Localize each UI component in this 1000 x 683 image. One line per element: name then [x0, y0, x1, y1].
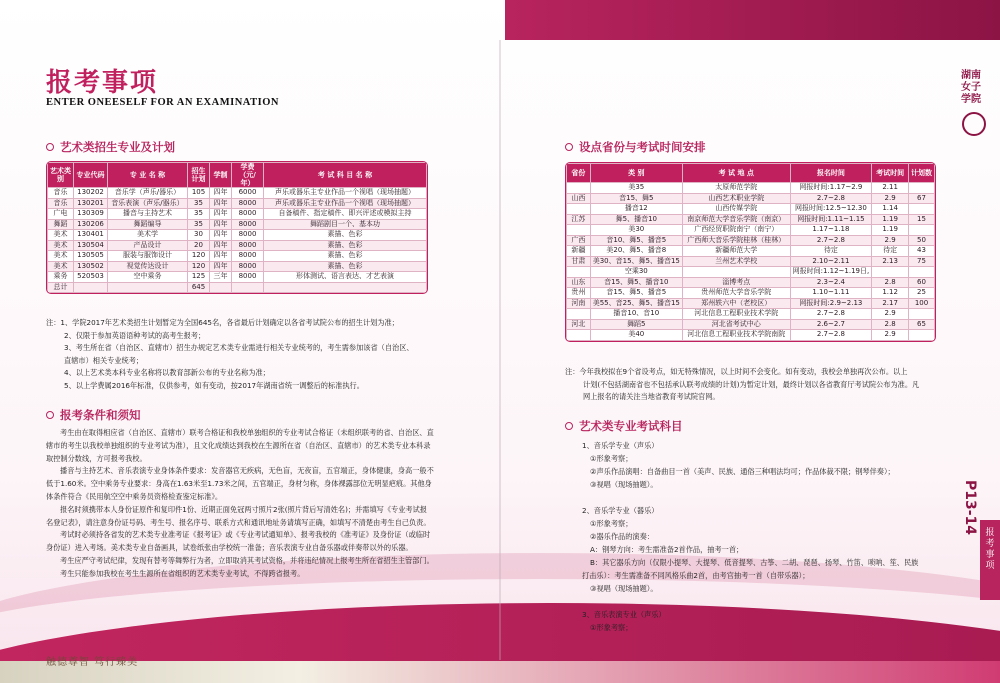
- exam-line: 打击乐）：考生需准备不同风格乐曲2首，由考官抽考一首（自带乐器）；: [582, 571, 810, 580]
- exam-line: 1、音乐学专业（声乐）: [582, 441, 659, 450]
- table-cell: 2.7~2.8: [790, 330, 872, 341]
- table-cell: 1.14: [872, 204, 909, 215]
- table-row: [567, 277, 935, 288]
- table-cell: 2.7~2.8: [790, 193, 872, 204]
- table-cell: 素描、色彩: [264, 251, 427, 262]
- exam-subjects-list: [582, 439, 918, 634]
- table-cell: 自备稿件、指定稿件、即兴评述或模拟主持: [264, 209, 427, 220]
- table-cell: 视觉传达设计: [108, 261, 188, 272]
- table-cell: 声乐或器乐主专业作品一个视唱（现场抽题）: [264, 188, 427, 199]
- table-cell: [909, 204, 935, 215]
- table-cell: 75: [909, 256, 935, 267]
- table-cell: 产品设计: [108, 240, 188, 251]
- table-cell: 120: [188, 261, 210, 272]
- table-cell: 音15、舞5: [590, 193, 682, 204]
- table-cell: 8000: [232, 209, 264, 220]
- table-cell: 美35: [590, 183, 682, 194]
- bullet-icon: [46, 143, 54, 151]
- table-row: [48, 251, 427, 262]
- table-header-cell: 艺术类别: [48, 163, 74, 188]
- table-header-cell: 专业代码: [74, 163, 108, 188]
- note-line: 4、以上艺术类本科专业名称将以教育部新公布的专业名称为准；: [64, 368, 270, 377]
- table-cell: 美30: [590, 225, 682, 236]
- table-cell: 四年: [210, 209, 232, 220]
- table-cell: 乘务: [48, 272, 74, 283]
- condition-paragraph: 报名时须携带本人身份证原件和复印件1份、近期正面免冠两寸照片2张(照片背后写清姓名)；并需填写《专业考试报名登记表》，请注意身份证号码、考生号、报名序号、联系方式和通讯地址务请填写正确，如填写不清楚由考生自己负责。: [46, 504, 431, 527]
- table-row: [567, 267, 935, 278]
- table-cell: 8000: [232, 198, 264, 209]
- majors-table: [47, 162, 427, 293]
- table-cell: 山西传媒学院: [682, 204, 790, 215]
- exam-line: 2、音乐学专业（器乐）: [582, 506, 659, 515]
- table-cell: 130201: [74, 198, 108, 209]
- table-row: [48, 272, 427, 283]
- table-row: [567, 246, 935, 257]
- motto: 触德尊智 笃行臻美: [46, 657, 139, 668]
- table-cell: 南京师范大学音乐学院（南京）: [682, 214, 790, 225]
- table-cell: 四年: [210, 219, 232, 230]
- table-row: [567, 330, 935, 341]
- table-cell: 8000: [232, 251, 264, 262]
- table-cell: 2.8: [872, 277, 909, 288]
- locations-table: [566, 163, 935, 341]
- table-row: [567, 319, 935, 330]
- table-cell: 8000: [232, 219, 264, 230]
- table-cell: 8000: [232, 272, 264, 283]
- note-line: 注：今年我校拟在9个省设考点，如无特殊情况，以上时间不会变化。如有变动，我校会单独再次公布。以上: [565, 367, 908, 376]
- table-cell: 网报时间:1.17~2.9: [790, 183, 872, 194]
- table-cell: 江苏: [567, 214, 591, 225]
- table-cell: 30: [188, 230, 210, 241]
- condition-paragraph: 考试时必须持各省发的艺术类专业准考证《报考证》或《专业考试通知单》、报考我校的《准考证》及身份证（或临时身份证）进入考场。美术类专业自备画具，试卷纸张由学校统一准备；音乐表演专业自备乐器或伴奏带以外的乐器。: [46, 530, 431, 553]
- table-cell: 网报时间:1.11~1.15: [790, 214, 872, 225]
- table-cell: 35: [188, 219, 210, 230]
- table-cell: 130206: [74, 219, 108, 230]
- table-cell: 舞蹈编导: [108, 219, 188, 230]
- table-cell: 60: [909, 277, 935, 288]
- exam-line: ②器乐作品的演奏：: [590, 532, 654, 541]
- table-cell: 素描、色彩: [264, 240, 427, 251]
- table-cell: [909, 267, 935, 278]
- note-line: 注：1、学院2017年艺术类招生计划暂定为全国645名，各省最后计划确定以各省考试院公布的招生计划为准；: [46, 318, 399, 327]
- majors-notes: [46, 317, 414, 392]
- table-cell: 山东: [567, 277, 591, 288]
- table-cell: 35: [188, 209, 210, 220]
- table-row: [567, 309, 935, 320]
- table-cell: 待定: [790, 246, 872, 257]
- table-cell: 美术学: [108, 230, 188, 241]
- table-cell: 2.6~2.7: [790, 319, 872, 330]
- table-cell: 播音12: [590, 204, 682, 215]
- table-row: [567, 193, 935, 204]
- bottom-strip: [0, 661, 1000, 683]
- table-row: [567, 235, 935, 246]
- table-cell: 2.7~2.8: [790, 235, 872, 246]
- note-line: 3、考生所在省（自治区、直辖市）招生办规定艺术类专业需进行相关专业统考的，考生需参加该省（自治区、: [64, 343, 414, 352]
- table-cell: 素描、色彩: [264, 261, 427, 272]
- table-cell: 美术: [48, 251, 74, 262]
- table-cell: 服装与服饰设计: [108, 251, 188, 262]
- locations-note: [565, 366, 919, 404]
- table-row: [567, 214, 935, 225]
- conditions-text: [46, 427, 434, 581]
- note-line: 2、仅限于参加英语语种考试的高考生报考；: [64, 330, 206, 340]
- table-cell: [909, 309, 935, 320]
- table-cell: 35: [188, 198, 210, 209]
- exam-line: 3、音乐表演专业（声乐）: [582, 610, 666, 619]
- condition-paragraph: 考生应严守考试纪律，发现有替考等舞弊行为者，立即取消其考试资格，并将违纪情况上报考生所在省招生主管部门。: [60, 555, 434, 565]
- table-cell: 音15、舞5、播音10: [590, 277, 682, 288]
- table-cell: 舞5、播音10: [590, 214, 682, 225]
- table-cell: 130505: [74, 251, 108, 262]
- table-cell: 网报时间:2.9~2.13: [790, 298, 872, 309]
- table-header-cell: 专 业 名 称: [108, 163, 188, 188]
- table-cell: 舞蹈5: [590, 319, 682, 330]
- note-line: 计划(不包括湖南省也不包括承认联考成绩的计划)为暂定计划，最终计划以各省教育厅考试院公布为准。凡: [583, 379, 920, 389]
- table-cell: [108, 282, 188, 293]
- table-cell: 总计: [48, 282, 74, 293]
- table-cell: 音乐学（声乐/器乐）: [108, 188, 188, 199]
- table-row: [48, 198, 427, 209]
- table-cell: [567, 309, 591, 320]
- table-header-cell: 计划数: [909, 164, 935, 183]
- table-row: [48, 282, 427, 293]
- table-header-cell: 省份: [567, 164, 591, 183]
- table-header-cell: 招生计划: [188, 163, 210, 188]
- exam-line: A：钢琴方向：考生需准备2首作品，抽考一首；: [590, 545, 744, 554]
- table-cell: 43: [909, 246, 935, 257]
- table-cell: 声乐或器乐主专业作品一个视唱（现场抽题）: [264, 198, 427, 209]
- table-cell: [567, 330, 591, 341]
- seal-icon: [962, 112, 986, 136]
- bullet-icon: [565, 143, 573, 151]
- table-cell: 淄博考点: [682, 277, 790, 288]
- table-cell: [567, 267, 591, 278]
- exam-line: [582, 491, 918, 504]
- table-cell: 四年: [210, 188, 232, 199]
- table-cell: 130202: [74, 188, 108, 199]
- table-cell: 2.13: [872, 256, 909, 267]
- table-cell: 2.9: [872, 193, 909, 204]
- table-cell: 新疆师范大学: [682, 246, 790, 257]
- note-line: 网上报名的请关注当地省教育考试院官网。: [583, 392, 720, 401]
- table-cell: 广电: [48, 209, 74, 220]
- table-cell: 音乐: [48, 188, 74, 199]
- table-row: [48, 261, 427, 272]
- table-row: [567, 204, 935, 215]
- section-heading-conditions: 报考条件和须知: [46, 407, 141, 423]
- table-header-cell: 考 试 地 点: [682, 164, 790, 183]
- note-line: 5、以上学费属2016年标准，仅供参考，如有变动，按2017年湖南省统一调整后的标准执行。: [64, 380, 364, 390]
- table-cell: 待定: [872, 246, 909, 257]
- table-cell: 广西: [567, 235, 591, 246]
- table-cell: 8000: [232, 261, 264, 272]
- table-header-cell: 类 别: [590, 164, 682, 183]
- exam-line: ③视唱（现场抽题）。: [590, 480, 658, 489]
- table-cell: 四年: [210, 198, 232, 209]
- table-cell: 素描、色彩: [264, 230, 427, 241]
- table-cell: 形体测试、语言表达、才艺表演: [264, 272, 427, 283]
- page-title: 报考事项: [46, 68, 159, 98]
- table-cell: 130504: [74, 240, 108, 251]
- page-number: P13-14: [962, 479, 978, 535]
- exam-line: [582, 595, 918, 608]
- table-cell: 四年: [210, 230, 232, 241]
- table-cell: 舞蹈: [48, 219, 74, 230]
- table-cell: 50: [909, 235, 935, 246]
- majors-table-box: [46, 161, 428, 294]
- table-cell: [567, 204, 591, 215]
- table-cell: 15: [909, 214, 935, 225]
- table-cell: 美40: [590, 330, 682, 341]
- table-row: [48, 209, 427, 220]
- table-cell: 舞蹈剧目一个、基本功: [264, 219, 427, 230]
- table-cell: [210, 282, 232, 293]
- college-logo: 湖南女子学院: [961, 70, 981, 105]
- table-cell: 65: [909, 319, 935, 330]
- table-cell: 四年: [210, 251, 232, 262]
- table-cell: [264, 282, 427, 293]
- table-cell: 四年: [210, 240, 232, 251]
- table-cell: 1.10~1.11: [790, 288, 872, 299]
- table-cell: 美20、舞5、播音8: [590, 246, 682, 257]
- table-cell: 67: [909, 193, 935, 204]
- exam-line: ③视唱（现场抽题）。: [590, 584, 658, 593]
- table-row: [567, 183, 935, 194]
- table-cell: 山西: [567, 193, 591, 204]
- table-cell: 645: [188, 282, 210, 293]
- table-row: [567, 256, 935, 267]
- table-cell: 空乘30: [590, 267, 682, 278]
- table-cell: [232, 282, 264, 293]
- table-cell: 20: [188, 240, 210, 251]
- table-cell: 甘肃: [567, 256, 591, 267]
- table-header-cell: 学费（元/年）: [232, 163, 264, 188]
- page-subtitle: ENTER ONEESELF FOR AN EXAMINATION: [46, 97, 279, 108]
- table-cell: 贵州师范大学音乐学院: [682, 288, 790, 299]
- table-cell: 三年: [210, 272, 232, 283]
- table-cell: 6000: [232, 188, 264, 199]
- table-cell: 美术: [48, 240, 74, 251]
- table-cell: [909, 225, 935, 236]
- table-row: [48, 230, 427, 241]
- table-cell: 空中乘务: [108, 272, 188, 283]
- table-cell: 520503: [74, 272, 108, 283]
- section-heading-exam-subjects: 艺术类专业考试科目: [565, 418, 683, 434]
- section-heading-majors: 艺术类招生专业及计划: [46, 139, 175, 155]
- page-spine: [499, 40, 501, 660]
- table-header-cell: 考 试 科 目 名 称: [264, 163, 427, 188]
- table-cell: 120: [188, 251, 210, 262]
- table-cell: 太原师范学院: [682, 183, 790, 194]
- side-tab-label: 报考事项: [985, 528, 995, 571]
- table-cell: 美55、音25、舞5、播音15: [590, 298, 682, 309]
- table-cell: 130309: [74, 209, 108, 220]
- top-band: [505, 0, 1000, 40]
- table-cell: 2.9: [872, 309, 909, 320]
- exam-line: ①形象考察；: [590, 623, 633, 632]
- table-cell: 河南: [567, 298, 591, 309]
- table-cell: 网报时间:12.5~12.30: [790, 204, 872, 215]
- table-cell: 25: [909, 288, 935, 299]
- note-line: 直辖市）相关专业统考；: [64, 355, 144, 365]
- table-cell: 音乐表演（声乐/器乐）: [108, 198, 188, 209]
- table-row: [48, 219, 427, 230]
- table-cell: 1.19: [872, 214, 909, 225]
- table-header-cell: 考试时间: [872, 164, 909, 183]
- table-cell: 8000: [232, 230, 264, 241]
- bullet-icon: [46, 411, 54, 419]
- table-cell: 2.9: [872, 235, 909, 246]
- bullet-icon: [565, 422, 573, 430]
- table-cell: 播音与主持艺术: [108, 209, 188, 220]
- table-header-cell: 报名时间: [790, 164, 872, 183]
- table-cell: [567, 183, 591, 194]
- table-cell: 山西艺术职业学院: [682, 193, 790, 204]
- table-cell: 2.8: [872, 319, 909, 330]
- table-cell: 音15、舞5、播音5: [590, 288, 682, 299]
- table-header-cell: 学制: [210, 163, 232, 188]
- table-row: [567, 288, 935, 299]
- table-cell: 130401: [74, 230, 108, 241]
- table-row: [567, 298, 935, 309]
- table-cell: 2.3~2.4: [790, 277, 872, 288]
- table-cell: 美术: [48, 230, 74, 241]
- table-cell: 1.19: [872, 225, 909, 236]
- table-cell: [909, 330, 935, 341]
- table-row: [48, 188, 427, 199]
- table-cell: 兰州艺术学校: [682, 256, 790, 267]
- table-cell: 新疆: [567, 246, 591, 257]
- table-cell: 河北信息工程职业技术学院: [682, 309, 790, 320]
- table-cell: 四年: [210, 261, 232, 272]
- table-cell: 125: [188, 272, 210, 283]
- section-heading-locations: 设点省份与考试时间安排: [565, 139, 706, 155]
- table-cell: 2.10~2.11: [790, 256, 872, 267]
- table-cell: 2.7~2.8: [790, 309, 872, 320]
- table-cell: 105: [188, 188, 210, 199]
- table-cell: 2.17: [872, 298, 909, 309]
- table-cell: 美术: [48, 261, 74, 272]
- table-cell: 1.17~1.18: [790, 225, 872, 236]
- table-cell: 130502: [74, 261, 108, 272]
- condition-paragraph: 考生由在取得相应省（自治区、直辖市）联考合格证和我校单独组织的专业考试合格证（未组织联考的省、自治区、直辖市的考生以我校单独组织的专业考试为准），且文化成绩达到我校在生源所在省（自治区、直辖市）的艺术类专业本科录取控制分数线，方可报考我校。: [46, 428, 434, 463]
- table-cell: 河北: [567, 319, 591, 330]
- table-cell: [74, 282, 108, 293]
- table-cell: 2.11: [872, 183, 909, 194]
- table-cell: 1.12: [872, 288, 909, 299]
- table-cell: 广西经贸职院南宁（南宁）: [682, 225, 790, 236]
- condition-paragraph: 考生只能参加我校在考生生源所在省组织的艺术类专业考试，不得跨省报考。: [60, 568, 305, 578]
- exam-line: ②声乐作品演唱：自备曲目一首（美声、民族、通俗三种唱法均可；作品体裁不限；钢琴伴奏）；: [590, 467, 895, 476]
- table-cell: [872, 267, 909, 278]
- table-cell: 网报时间:1.12~1.19日,: [790, 267, 872, 278]
- locations-table-box: [565, 162, 936, 342]
- table-cell: 8000: [232, 240, 264, 251]
- table-cell: [567, 225, 591, 236]
- table-cell: 贵州: [567, 288, 591, 299]
- table-cell: [682, 267, 790, 278]
- table-cell: 100: [909, 298, 935, 309]
- table-row: [567, 225, 935, 236]
- table-cell: 郑州轶六中（老校区）: [682, 298, 790, 309]
- table-cell: 2.9: [872, 330, 909, 341]
- exam-line: ①形象考察；: [590, 454, 633, 463]
- exam-line: B：其它器乐方向（仅限小提琴、大提琴、低音提琴、古筝、二胡、琵琶、扬琴、竹笛、唢呐、笙、民族: [590, 558, 919, 567]
- exam-line: ①形象考察；: [590, 519, 633, 528]
- table-cell: 美30、音15、舞5、播音15: [590, 256, 682, 267]
- table-cell: 河北省考试中心: [682, 319, 790, 330]
- table-cell: 音乐: [48, 198, 74, 209]
- table-cell: 音10、舞5、播音5: [590, 235, 682, 246]
- table-cell: 河北信息工程职业技术学院南院: [682, 330, 790, 341]
- table-row: [48, 240, 427, 251]
- table-cell: 广西师大音乐学院桂林（桂林）: [682, 235, 790, 246]
- table-cell: [909, 183, 935, 194]
- condition-paragraph: 播音与主持艺术、音乐表演专业身体条件要求：发音器官无疾病，无色盲，无夜盲，五官端正，身体健康，身高一般不低于1.60米。空中乘务专业要求：身高在1.63米至1.73米之间，五官端正，身材匀称，身体裸露部位无明显疤痕。其他身体条件符合《民用航空空中乘务员资格检查鉴定标准》。: [46, 466, 434, 501]
- table-cell: 播音10、音10: [590, 309, 682, 320]
